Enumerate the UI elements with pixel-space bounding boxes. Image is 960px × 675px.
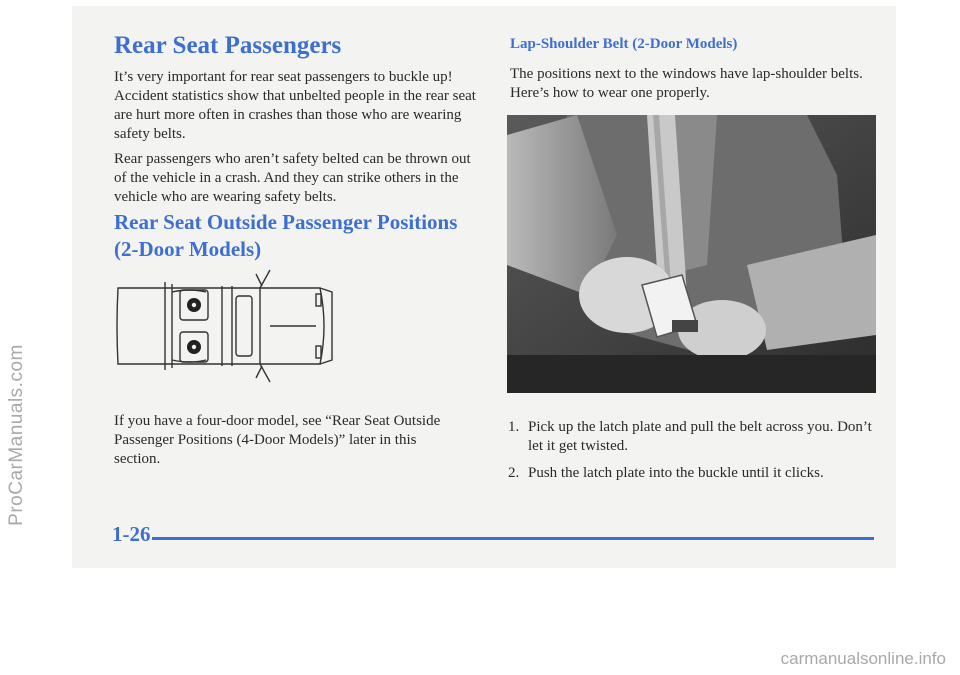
watermark-left-text: ProCarManuals.com <box>6 344 28 526</box>
list-item <box>508 464 878 483</box>
watermark-bottom: carmanualsonline.info <box>780 649 946 668</box>
intro-paragraph: It’s very important for rear seat passengers to buckle up! Accident statistics show that unbelted people in the rear seat are hurt more often in crashes than those who are wearing safety belts. <box>114 69 476 142</box>
steps-list <box>508 418 878 491</box>
step-number: 2. <box>508 465 520 481</box>
lap-shoulder-intro: The positions next to the windows have lap-shoulder belts. Here’s how to wear one properly. <box>510 66 863 101</box>
car-top-view-icon <box>110 266 360 386</box>
page-number: 1-26 <box>112 522 151 546</box>
positions-subtitle: Rear Seat Outside Passenger Positions (2-Door Models) <box>114 210 458 261</box>
latch-plate-photo-icon <box>507 115 876 393</box>
step-text: Push the latch plate into the buckle until it clicks. <box>528 465 824 481</box>
thrown-out-paragraph: Rear passengers who aren’t safety belted can be thrown out of the vehicle in a crash. And they can strike others in the vehicle who are wearing safety belts. <box>114 151 471 205</box>
footer-rule <box>152 537 874 540</box>
section-title: Rear Seat Passengers <box>114 32 342 59</box>
step-text: Pick up the latch plate and pull the belt across you. Don’t let it get twisted. <box>528 419 872 454</box>
watermark-left <box>4 240 30 630</box>
list-item <box>508 418 878 456</box>
step-number: 1. <box>508 419 520 435</box>
latch-plate-photo <box>507 115 876 393</box>
lap-shoulder-heading: Lap-Shoulder Belt (2-Door Models) <box>510 36 738 52</box>
four-door-note: If you have a four-door model, see “Rear Seat Outside Passenger Positions (4-Door Models)” later in this section. <box>114 413 441 467</box>
